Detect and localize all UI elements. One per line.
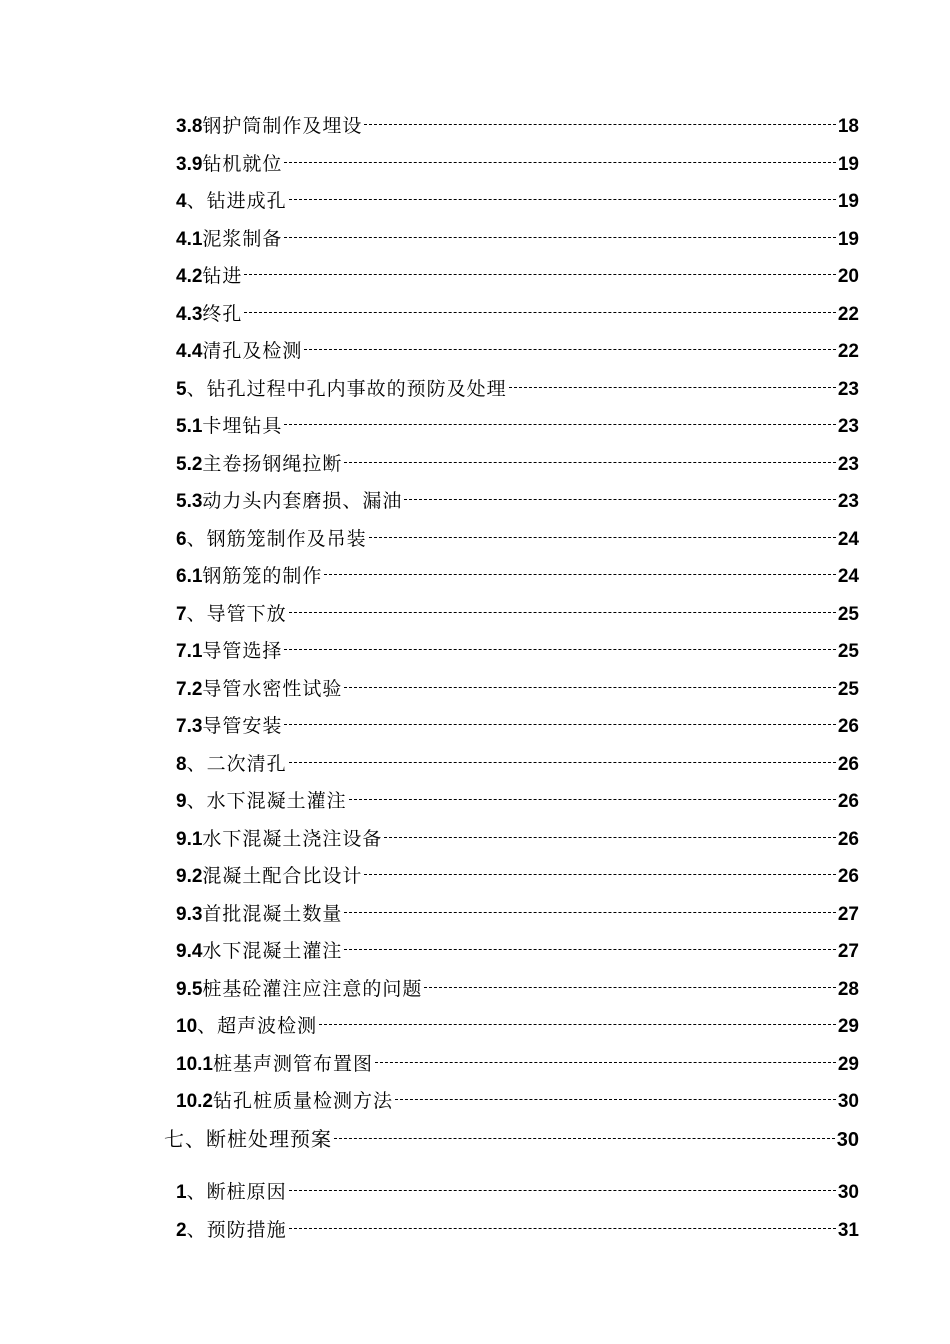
toc-entry-number: 4 xyxy=(176,191,187,212)
toc-entry-number: 10.2 xyxy=(176,1091,213,1112)
toc-entry-page: 29 xyxy=(837,1016,859,1037)
toc-leader xyxy=(404,499,835,500)
toc-entry-title: 动力头内套磨损、漏油 xyxy=(202,490,403,512)
toc-entry-title: 、钢筋笼制作及吊装 xyxy=(186,527,367,550)
toc-entry[interactable] xyxy=(176,1008,859,1044)
toc-chapter-entry[interactable] xyxy=(164,1121,859,1157)
toc-entry[interactable] xyxy=(176,1174,859,1210)
toc-entry-number: 9.2 xyxy=(176,866,203,887)
toc-entry[interactable] xyxy=(176,146,859,182)
toc-entry-title: 、钻进成孔 xyxy=(186,190,287,212)
toc-entry-page: 23 xyxy=(837,453,859,475)
toc-leader xyxy=(289,612,836,613)
toc-entry[interactable] xyxy=(176,933,859,969)
toc-entry-title: 主卷扬钢绳拉断 xyxy=(202,452,343,475)
toc-entry-title: 钻进 xyxy=(202,265,243,287)
toc-entry-page: 26 xyxy=(837,753,859,775)
toc-leader xyxy=(284,649,835,650)
toc-entry-title: 钢筋笼的制作 xyxy=(202,565,323,587)
toc-entry-number: 5.1 xyxy=(176,416,203,437)
toc-entry-number: 9.5 xyxy=(176,978,203,1000)
toc-entry-title: 泥浆制备 xyxy=(202,227,283,250)
toc-entry-page: 30 xyxy=(837,1091,859,1112)
toc-entry[interactable] xyxy=(176,221,859,257)
toc-entry-page: 24 xyxy=(837,566,859,587)
toc-leader xyxy=(284,237,835,238)
toc-leader xyxy=(424,987,835,988)
toc-leader xyxy=(344,912,835,913)
toc-entry[interactable] xyxy=(176,108,859,144)
toc-entry-number: 7.2 xyxy=(176,678,203,700)
toc-entry-page: 24 xyxy=(837,528,859,550)
toc-entry[interactable] xyxy=(176,483,859,519)
toc-leader xyxy=(509,387,836,388)
toc-entry-number: 4.1 xyxy=(176,228,203,250)
toc-leader xyxy=(364,874,835,875)
toc-entry-title: 、水下混凝土灌注 xyxy=(186,790,347,812)
toc-entry[interactable] xyxy=(176,408,859,444)
toc-entry-number: 4.3 xyxy=(176,303,203,325)
toc-entry-page: 25 xyxy=(837,641,859,662)
toc-entry-page: 25 xyxy=(837,678,859,700)
toc-entry[interactable] xyxy=(176,296,859,332)
toc-entry-title: 清孔及检测 xyxy=(202,340,303,362)
toc-entry-number: 2 xyxy=(176,1220,187,1241)
toc-entry-number: 5.3 xyxy=(176,491,203,512)
toc-entry-title: 首批混凝土数量 xyxy=(202,902,343,925)
toc-entry-number: 9.1 xyxy=(176,828,203,850)
toc-entry-page: 26 xyxy=(837,828,859,850)
toc-entry-number: 9 xyxy=(176,791,187,812)
toc-entry-title: 、二次清孔 xyxy=(186,752,287,775)
toc-entry-number: 10 xyxy=(176,1016,198,1037)
toc-entry-title: 、导管下放 xyxy=(186,602,287,625)
toc-entry-title: 、断桩原因 xyxy=(186,1181,287,1203)
toc-entry-page: 26 xyxy=(837,866,859,887)
toc-entry-number: 3.8 xyxy=(176,116,203,137)
toc-leader xyxy=(344,949,835,950)
toc-entry-page: 23 xyxy=(837,378,859,400)
toc-leader xyxy=(334,1138,835,1139)
toc-entry-page: 22 xyxy=(837,303,859,325)
toc-entry-page: 27 xyxy=(837,941,859,962)
toc-entry-number: 5 xyxy=(176,378,187,400)
toc-entry[interactable] xyxy=(176,783,859,819)
toc-entry-page: 22 xyxy=(837,341,859,362)
toc-entry-title: 钢护筒制作及埋设 xyxy=(202,115,363,137)
toc-entry[interactable] xyxy=(176,258,859,294)
toc-entry-page: 29 xyxy=(837,1053,859,1075)
toc-entry-title: 水下混凝土浇注设备 xyxy=(202,827,383,850)
toc-entry-page: 19 xyxy=(837,228,859,250)
toc-entry[interactable] xyxy=(176,596,859,632)
toc-leader xyxy=(395,1099,836,1100)
toc-entry-title: 导管选择 xyxy=(202,640,283,662)
toc-entry[interactable] xyxy=(176,821,859,857)
toc-entry-title: 水下混凝土灌注 xyxy=(202,940,343,962)
toc-leader xyxy=(284,424,835,425)
toc-leader xyxy=(284,162,835,163)
toc-entry-page: 30 xyxy=(836,1129,859,1151)
toc-leader xyxy=(289,762,836,763)
toc-entry-page: 23 xyxy=(837,416,859,437)
toc-entry-number: 8 xyxy=(176,753,187,775)
toc-entry-number: 6.1 xyxy=(176,566,203,587)
toc-entry-title: 桩基声测管布置图 xyxy=(212,1052,373,1075)
toc-entry-number: 1 xyxy=(176,1182,187,1203)
toc-entry[interactable] xyxy=(176,708,859,744)
toc-entry[interactable] xyxy=(176,633,859,669)
toc-entry[interactable] xyxy=(176,896,859,932)
toc-leader xyxy=(375,1062,836,1063)
toc-entry-number: 7.1 xyxy=(176,641,203,662)
toc-leader xyxy=(349,799,836,800)
toc-entry-number: 4.4 xyxy=(176,341,203,362)
toc-entry-page: 26 xyxy=(837,716,859,737)
toc-entry[interactable] xyxy=(176,333,859,369)
toc-entry[interactable] xyxy=(176,971,859,1007)
toc-entry-page: 27 xyxy=(837,903,859,925)
toc-entry-page: 20 xyxy=(837,266,859,287)
toc-entry-page: 30 xyxy=(837,1182,859,1203)
toc-leader xyxy=(289,1228,836,1229)
toc-entry-page: 25 xyxy=(837,603,859,625)
toc-leader xyxy=(344,462,835,463)
toc-entry[interactable] xyxy=(176,371,859,407)
toc-entry[interactable] xyxy=(176,671,859,707)
toc-entry[interactable] xyxy=(176,858,859,894)
toc-leader xyxy=(319,1024,836,1025)
toc-entry-title: 、预防措施 xyxy=(186,1219,287,1241)
toc-leader xyxy=(344,687,835,688)
toc-leader xyxy=(289,199,836,200)
toc-entry-page: 18 xyxy=(837,116,859,137)
toc-entry-title: 钻机就位 xyxy=(202,152,283,175)
toc-entry-number: 9.4 xyxy=(176,941,203,962)
toc-entry-page: 23 xyxy=(837,491,859,512)
toc-leader xyxy=(244,312,835,313)
toc-entry-number: 9.3 xyxy=(176,903,203,925)
toc-entry[interactable] xyxy=(176,446,859,482)
toc-leader xyxy=(289,1190,836,1191)
toc-entry-title: 导管安装 xyxy=(202,715,283,737)
toc-leader xyxy=(384,837,835,838)
toc-entry-page: 19 xyxy=(837,153,859,175)
toc-entry-number: 6 xyxy=(176,528,187,550)
toc-entry-number: 7.3 xyxy=(176,716,203,737)
toc-entry[interactable] xyxy=(176,1083,859,1119)
toc-entry-title: 钻孔桩质量检测方法 xyxy=(212,1090,393,1112)
toc-leader xyxy=(244,274,835,275)
toc-entry[interactable] xyxy=(176,1212,859,1248)
toc-entry-page: 31 xyxy=(837,1220,859,1241)
toc-entry-title: 混凝土配合比设计 xyxy=(202,865,363,887)
toc-entry-number: 7 xyxy=(176,603,187,625)
toc-leader xyxy=(369,537,836,538)
toc-entry[interactable] xyxy=(176,521,859,557)
toc-entry[interactable] xyxy=(176,746,859,782)
toc-entry-number: 10.1 xyxy=(176,1053,213,1075)
toc-leader xyxy=(304,349,835,350)
toc-entry-number: 3.9 xyxy=(176,153,203,175)
toc-entry-page: 26 xyxy=(837,791,859,812)
toc-entry-number: 5.2 xyxy=(176,453,203,475)
toc-entry-number: 4.2 xyxy=(176,266,203,287)
toc-entry-title: 导管水密性试验 xyxy=(202,677,343,700)
toc-entry-title: 、钻孔过程中孔内事故的预防及处理 xyxy=(186,377,507,400)
toc-entry-title: 终孔 xyxy=(202,302,243,325)
toc-entry-title: 七、断桩处理预案 xyxy=(164,1127,332,1151)
toc-entry[interactable] xyxy=(176,558,859,594)
toc-leader xyxy=(324,574,835,575)
toc-entry-page: 19 xyxy=(837,191,859,212)
toc-entry-title: 桩基砼灌注应注意的问题 xyxy=(202,977,423,1000)
toc-entry-title: 、超声波检测 xyxy=(197,1015,318,1037)
toc-entry-page: 28 xyxy=(837,978,859,1000)
toc-entry[interactable] xyxy=(176,183,859,219)
toc-leader xyxy=(364,124,835,125)
toc-entry-title: 卡埋钻具 xyxy=(202,415,283,437)
toc-entry[interactable] xyxy=(176,1046,859,1082)
toc-leader xyxy=(284,724,835,725)
